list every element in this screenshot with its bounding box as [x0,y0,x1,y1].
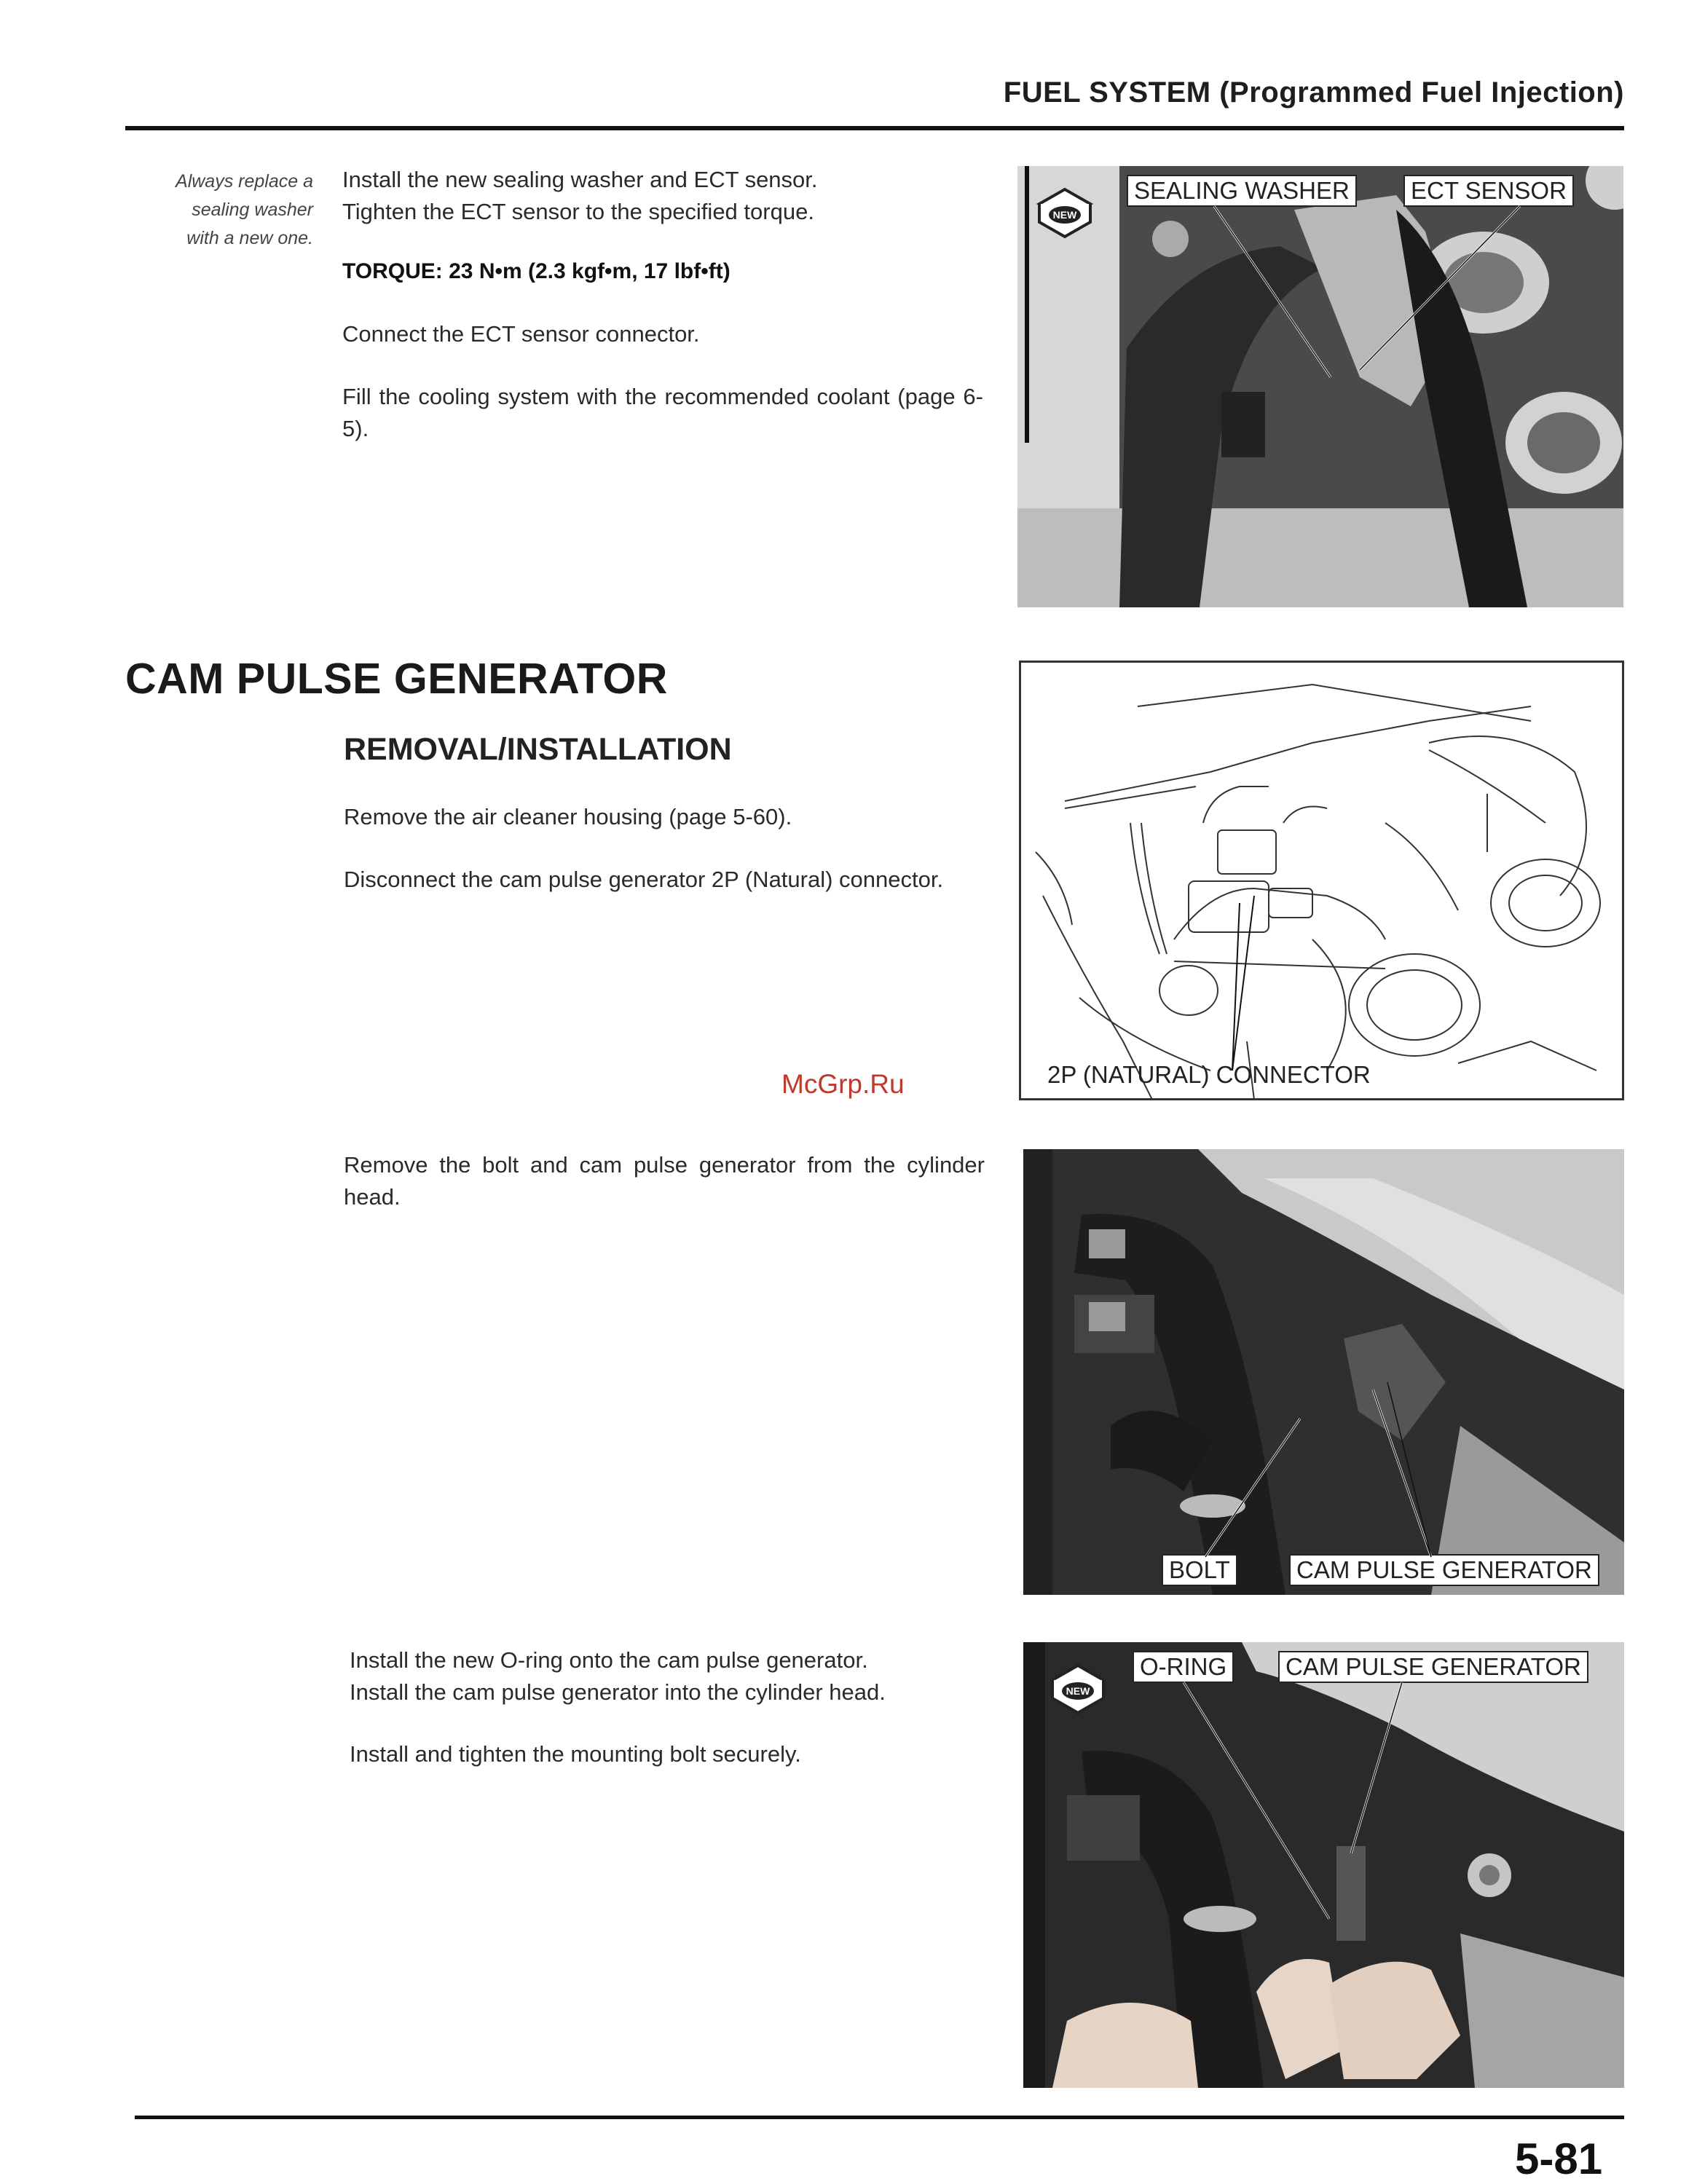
side-note-line: sealing washer [192,200,313,220]
header-rule [125,126,1624,130]
watermark: McGrp.Ru [781,1069,905,1099]
section-title: CAM PULSE GENERATOR [125,655,668,703]
callout-sealing-washer: SEALING WASHER [1127,175,1357,207]
subsection-title: REMOVAL/INSTALLATION [344,732,732,767]
callout-cam-pulse-generator: CAM PULSE GENERATOR [1289,1554,1599,1586]
callout-cam-pulse-generator: CAM PULSE GENERATOR [1278,1651,1588,1683]
new-badge-text: NEW [1052,209,1077,221]
page-header-title: FUEL SYSTEM (Programmed Fuel Injection) [1003,76,1624,109]
ect-step2: Connect the ECT sensor connector. [342,321,700,347]
install-step2: Install and tighten the mounting bolt securely. [350,1741,801,1767]
ect-step1-line1: Install the new sealing washer and ECT sensor. [342,167,818,192]
callout-2p-connector: 2P (NATURAL) CONNECTOR [1047,1061,1371,1088]
ect-leader-lines [1017,166,1623,607]
bolt-leader-lines [1023,1149,1624,1595]
install-step1 [350,1644,991,1708]
figure-ect-sensor-photo [1017,166,1623,607]
torque-spec: TORQUE: 23 N•m (2.3 kgf•m, 17 lbf•ft) [342,259,731,283]
ect-step1 [342,164,991,228]
install-step1-line2: Install the cam pulse generator into the cylinder head. [350,1679,886,1705]
side-note-line: Always replace a [176,171,313,192]
oring-leader-lines [1023,1642,1624,2088]
figure-oring-photo [1023,1642,1624,2088]
callout-bolt: BOLT [1162,1554,1237,1586]
ect-step1-line2: Tighten the ECT sensor to the specified torque. [342,199,814,224]
callout-ect-sensor: ECT SENSOR [1403,175,1574,207]
removal-step3: Remove the bolt and cam pulse generator from the cylinder head. [344,1152,985,1210]
install-step1-line1: Install the new O-ring onto the cam pulse generator. [350,1647,868,1673]
side-note-line: with a new one. [186,228,313,248]
new-badge-text: NEW [1066,1685,1090,1697]
removal-step1: Remove the air cleaner housing (page 5-60). [344,804,792,829]
page-number: 5-81 [1515,2134,1603,2183]
removal-step2: Disconnect the cam pulse generator 2P (Natural) connector. [344,867,944,892]
ect-step3: Fill the cooling system with the recommended coolant (page 6-5). [342,384,983,441]
side-note [109,167,313,253]
connector-diagram-art [1021,663,1624,1100]
figure-connector-diagram [1019,661,1624,1100]
footer-rule [135,2116,1624,2119]
figure-bolt-photo [1023,1149,1624,1595]
callout-o-ring: O-RING [1133,1651,1234,1683]
